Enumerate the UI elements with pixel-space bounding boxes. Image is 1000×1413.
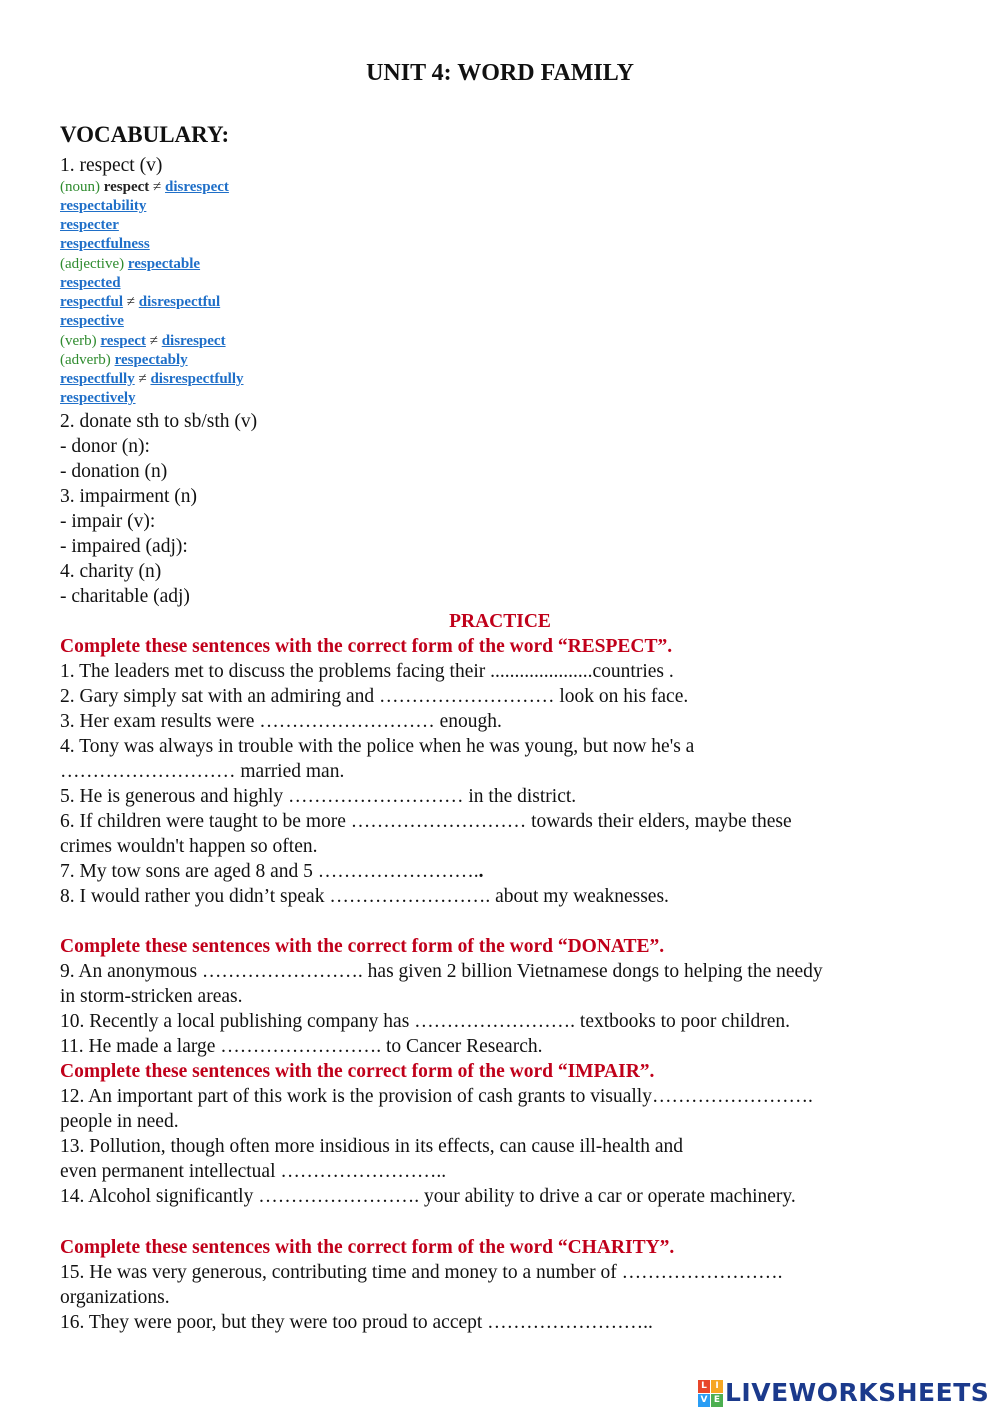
liveworksheets-logo[interactable]: [698, 1378, 989, 1407]
vocab-line: - impair (v):: [60, 511, 156, 532]
link-respectfully[interactable]: respectfully: [60, 371, 135, 387]
question-line: 16. They were poor, but they were too proud to accept ……………………..: [60, 1312, 653, 1333]
vocab-link-row: [60, 274, 121, 293]
vocab-link-row: [60, 235, 150, 254]
question-end-dot: .: [478, 861, 484, 882]
vocabulary-heading: VOCABULARY:: [60, 122, 230, 147]
question-line: 11. He made a large ……………………. to Cancer Research.: [60, 1036, 543, 1057]
noun-tag: (noun): [60, 179, 100, 195]
not-equal-sign: ≠: [149, 333, 158, 349]
question-line: 6. If children were taught to be more ……………………… towards their elders, maybe these: [60, 811, 792, 832]
logo-letter-v: V: [698, 1394, 710, 1407]
vocab-link-row: [60, 293, 220, 312]
question-text: 7. My tow sons are aged 8 and 5 …………………….: [60, 861, 479, 882]
instruction-donate: Complete these sentences with the correct form of the word “DONATE”.: [60, 936, 665, 957]
vocab-line: - donation (n): [60, 461, 168, 482]
question-line: 5. He is generous and highly ……………………… in the district.: [60, 786, 577, 807]
vocab-link-row: [60, 216, 119, 235]
logo-letter-i: I: [711, 1380, 723, 1393]
question-line: in storm-stricken areas.: [60, 986, 243, 1007]
instruction-respect: Complete these sentences with the correct form of the word “RESPECT”.: [60, 636, 673, 657]
link-verb-disrespect[interactable]: disrespect: [161, 333, 226, 349]
link-respectfulness[interactable]: respectfulness: [60, 236, 150, 252]
vocab-noun-row: [60, 178, 229, 197]
link-disrespectfully[interactable]: disrespectfully: [150, 371, 244, 387]
question-line: even permanent intellectual ……………………..: [60, 1161, 447, 1182]
link-disrespect[interactable]: disrespect: [165, 179, 229, 195]
adjective-tag: (adjective): [60, 256, 125, 272]
instruction-charity: Complete these sentences with the correct form of the word “CHARITY”.: [60, 1237, 675, 1258]
link-respecter[interactable]: respecter: [60, 217, 119, 233]
question-line: 8. I would rather you didn’t speak ……………………. about my weaknesses.: [60, 886, 669, 907]
question-line: people in need.: [60, 1111, 179, 1132]
not-equal-sign: ≠: [138, 371, 147, 387]
link-respective[interactable]: respective: [60, 313, 124, 329]
question-line: organizations.: [60, 1287, 170, 1308]
vocab-line: - donor (n):: [60, 436, 150, 457]
liveworksheets-logo-icon: [698, 1380, 722, 1406]
vocab-link-row: [60, 197, 146, 216]
link-respectable[interactable]: respectable: [127, 256, 201, 272]
vocab-line: 2. donate sth to sb/sth (v): [60, 411, 258, 432]
question-line: crimes wouldn't happen so often.: [60, 836, 318, 857]
link-respectably[interactable]: respectably: [114, 352, 188, 368]
question-line: 3. Her exam results were ……………………… enough.: [60, 711, 502, 732]
vocab-line: 4. charity (n): [60, 561, 162, 582]
vocab-line: 3. impairment (n): [60, 486, 198, 507]
question-line: 13. Pollution, though often more insidious in its effects, can cause ill-health and: [60, 1136, 683, 1157]
question-line: 4. Tony was always in trouble with the police when he was young, but now he's a: [60, 736, 695, 757]
logo-letter-l: L: [698, 1380, 710, 1393]
question-line: 9. An anonymous ……………………. has given 2 billion Vietnamese dongs to helping the needy: [60, 961, 823, 982]
question-line: [60, 859, 484, 884]
question-line: ……………………… married man.: [60, 761, 345, 782]
link-disrespectful[interactable]: disrespectful: [138, 294, 221, 310]
question-line: 1. The leaders met to discuss the problems facing their .....................countries .: [60, 661, 674, 682]
question-line: 2. Gary simply sat with an admiring and ……………………… look on his face.: [60, 686, 689, 707]
liveworksheets-logo-text: LIVEWORKSHEETS: [725, 1378, 990, 1407]
adverb-tag: (adverb): [60, 352, 111, 368]
link-verb-respect[interactable]: respect: [100, 333, 146, 349]
vocab-item-respect: 1. respect (v): [60, 155, 163, 176]
vocab-line: - impaired (adj):: [60, 536, 188, 557]
not-equal-sign: ≠: [126, 294, 136, 310]
vocab-verb-row: [60, 332, 226, 351]
logo-letter-e: E: [711, 1394, 723, 1407]
not-equal-sign: ≠: [153, 179, 162, 195]
vocab-line: - charitable (adj): [60, 586, 190, 607]
link-respectful[interactable]: respectful: [60, 294, 124, 310]
vocab-link-row: [60, 389, 136, 408]
noun-respect: respect: [103, 179, 150, 195]
practice-heading: PRACTICE: [449, 611, 551, 632]
vocab-adjective-row: [60, 255, 200, 274]
page-title: UNIT 4: WORD FAMILY: [366, 60, 634, 86]
verb-tag: (verb): [60, 333, 97, 349]
question-line: 12. An important part of this work is the provision of cash grants to visually…………………….: [60, 1086, 813, 1107]
instruction-impair: Complete these sentences with the correct form of the word “IMPAIR”.: [60, 1061, 655, 1082]
vocab-adverb-row: [60, 351, 188, 370]
link-respected[interactable]: respected: [60, 275, 121, 291]
question-line: 15. He was very generous, contributing time and money to a number of …………………….: [60, 1262, 783, 1283]
link-respectability[interactable]: respectability: [60, 198, 147, 214]
question-line: 10. Recently a local publishing company has ……………………. textbooks to poor children.: [60, 1011, 791, 1032]
link-respectively[interactable]: respectively: [60, 390, 136, 406]
vocab-link-row: [60, 312, 124, 331]
vocab-link-row: [60, 370, 244, 389]
question-line: 14. Alcohol significantly ……………………. your ability to drive a car or operate machinery.: [60, 1186, 796, 1207]
